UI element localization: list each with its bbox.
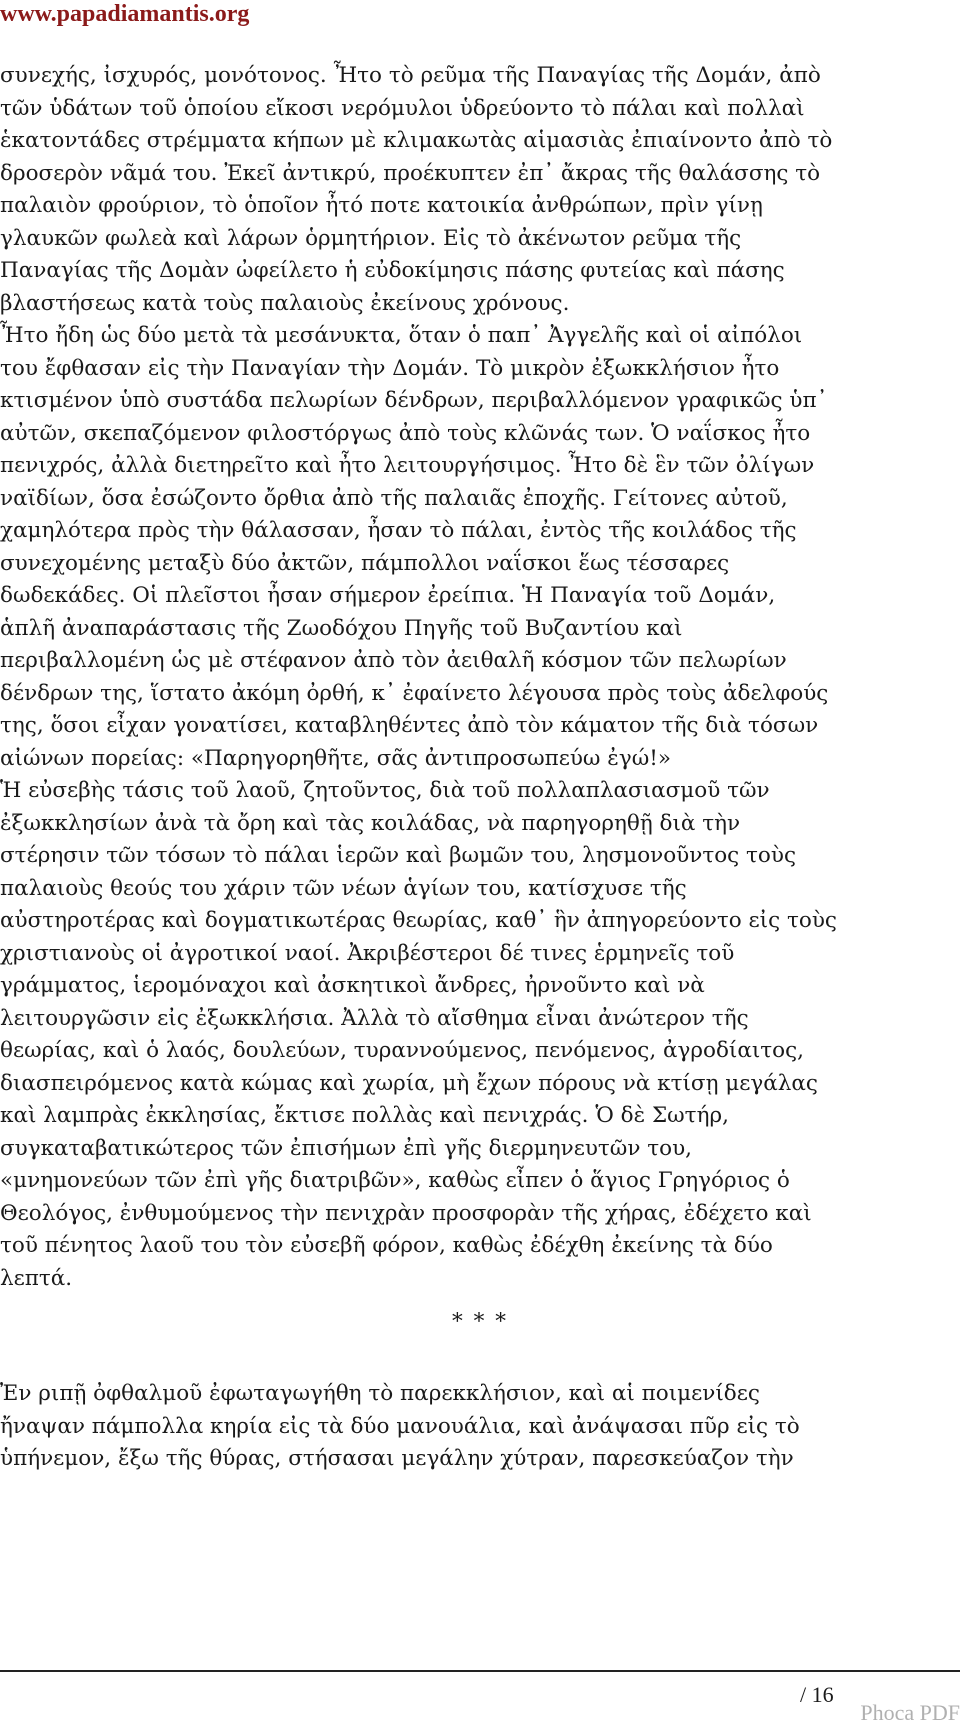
text-line: βλαστήσεως κατὰ τοὺς παλαιοὺς ἐκείνους χρόνους. (0, 290, 570, 316)
text-line: γλαυκῶν φωλεὰ καὶ λάρων ὁρμητήριον. Εἰς τὸ ἀκένωτον ρεῦμα τῆς (0, 225, 742, 251)
section-separator: * * * (452, 1309, 508, 1334)
text-line: ναϊδίων, ὅσα ἐσώζοντο ὄρθια ἀπὸ τῆς παλαιᾶς ἐποχῆς. Γείτονες αὐτοῦ, (0, 485, 788, 511)
text-line: ἑκατοντάδες στρέμματα κήπων μὲ κλιμακωτὰς αἱμασιὰς ἐπιαίνοντο ἀπὸ τὸ (0, 128, 833, 153)
text-line: λειτουργῶσιν εἰς ἐξωκκλήσια. Ἀλλὰ τὸ αἴσθημα εἶναι ἀνώτερον τῆς (0, 1005, 749, 1031)
text-line: τῶν ὑδάτων τοῦ ὁποίου εἴκοσι νερόμυλοι ὑδρεύοντο τὸ πάλαι καὶ πολλαὶ (0, 95, 805, 121)
text-line: κτισμένον ὑπὸ συστάδα πελωρίων δένδρων, περιβαλλόμενον γραφικῶς ὑπ᾽ (0, 388, 828, 413)
site-header-link[interactable]: www.papadiamantis.org (0, 1, 250, 27)
text-line: πενιχρός, ἀλλὰ διετηρεῖτο καὶ ἦτο λειτουργήσιμος. Ἦτο δὲ ἓν τῶν ὀλίγων (0, 453, 815, 478)
text-line: γράμματος, ἱερομόναχοι καὶ ἀσκητικοὶ ἄνδρες, ἠρνοῦντο καὶ νὰ (0, 973, 705, 998)
text-line: της, ὅσοι εἶχαν γονατίσει, καταβληθέντες ἀπὸ τὸν κάματον τῆς διὰ τόσων (0, 713, 819, 738)
text-line: παλαιὸν φρούριον, τὸ ὁποῖον ἦτό ποτε κατοικία ἀνθρώπων, πρὶν γίνῃ (0, 193, 763, 218)
text-line: συνεχής, ἰσχυρός, μονότονος. Ἦτο τὸ ρεῦμα τῆς Παναγίας τῆς Δομάν, ἀπὸ (0, 63, 821, 88)
text-line: Ἡ εὐσεβὴς τάσις τοῦ λαοῦ, ζητοῦντος, διὰ τοῦ πολλαπλασιασμοῦ τῶν (0, 778, 770, 803)
paragraph-4 (0, 1378, 960, 1476)
text-line: τοῦ πένητος λαοῦ του τὸν εὐσεβῆ φόρον, καθὼς ἐδέχθη ἐκείνης τὰ δύο (0, 1233, 773, 1258)
text-line: «μνημονεύων τῶν ἐπὶ γῆς διατριβῶν», καθὼς εἶπεν ὁ ἅγιος Γρηγόριος ὁ (0, 1168, 790, 1193)
text-line: δένδρων της, ἵστατο ἀκόμη ὀρθή, κ᾽ ἐφαίνετο λέγουσα πρὸς τοὺς ἀδελφούς (0, 680, 829, 706)
text-line: καὶ λαμπρὰς ἐκκλησίας, ἔκτισε πολλὰς καὶ πενιχράς. Ὁ δὲ Σωτήρ, (0, 1103, 729, 1128)
text-line: δωδεκάδες. Οἱ πλεῖστοι ἦσαν σήμερον ἐρείπια. Ἡ Παναγία τοῦ Δομάν, (0, 583, 776, 608)
text-line: Ἦτο ἤδη ὡς δύο μετὰ τὰ μεσάνυκτα, ὅταν ὁ παπ᾽ Ἀγγελῆς καὶ οἱ αἰπόλοι (0, 323, 803, 348)
text-line: ἁπλῆ ἀναπαράστασις τῆς Ζωοδόχου Πηγῆς τοῦ Βυζαντίου καὶ (0, 615, 683, 641)
phoca-pdf-watermark: Phoca PDF (860, 1700, 960, 1725)
text-line: δροσερὸν νᾶμά του. Ἐκεῖ ἀντικρύ, προέκυπτεν ἐπ᾽ ἄκρας τῆς θαλάσσης τὸ (0, 160, 821, 186)
text-line: περιβαλλομένη ὡς μὲ στέφανον ἀπὸ τὸν ἀειθαλῆ κόσμον τῶν πελωρίων (0, 648, 787, 673)
text-line: Παναγίας τῆς Δομὰν ὠφείλετο ἡ εὐδοκίμησις πάσης φυτείας καὶ πάσης (0, 258, 785, 283)
paragraph-3 (0, 775, 960, 1295)
text-line: του ἔφθασαν εἰς τὴν Παναγίαν τὴν Δομάν. Τὸ μικρὸν ἐξωκκλήσιον ἦτο (0, 355, 780, 381)
text-line: παλαιοὺς θεούς του χάριν τῶν νέων ἁγίων του, κατίσχυσε τῆς (0, 875, 687, 901)
text-line: Θεολόγος, ἐνθυμούμενος τὴν πενιχρὰν προσφορὰν τῆς χήρας, ἐδέχετο καὶ (0, 1200, 812, 1226)
document-body (0, 60, 960, 1476)
text-line: χριστιανοὺς οἱ ἀγροτικοί ναοί. Ἀκριβέστεροι δέ τινες ἑρμηνεῖς τοῦ (0, 940, 735, 966)
page-number: / 16 (800, 1682, 834, 1707)
text-line: ἐξωκκλησίων ἀνὰ τὰ ὄρη καὶ τὰς κοιλάδας, νὰ παρηγορηθῇ διὰ τὴν (0, 810, 741, 836)
paragraph-1 (0, 60, 960, 320)
text-line: χαμηλότερα πρὸς τὴν θάλασσαν, ἦσαν τὸ πάλαι, ἐντὸς τῆς κοιλάδος τῆς (0, 518, 797, 543)
text-line: συγκαταβατικώτερος τῶν ἐπισήμων ἐπὶ γῆς διερμηνευτῶν του, (0, 1135, 692, 1161)
footer-divider (0, 1670, 960, 1672)
paragraph-2 (0, 320, 960, 775)
text-line: διασπειρόμενος κατὰ κώμας καὶ χωρία, μὴ ἔχων πόρους νὰ κτίσῃ μεγάλας (0, 1070, 818, 1096)
text-line: αὐστηροτέρας καὶ δογματικωτέρας θεωρίας, καθ᾽ ἣν ἀπηγορεύοντο εἰς τοὺς (0, 908, 837, 933)
text-line: λεπτά. (0, 1265, 73, 1291)
text-line: θεωρίας, καὶ ὁ λαός, δουλεύων, τυραννούμενος, πενόμενος, ἀγροδίαιτος, (0, 1038, 804, 1063)
text-line: ὑπήνεμον, ἔξω τῆς θύρας, στήσασαι μεγάλην χύτραν, παρεσκεύαζον τὴν (0, 1446, 794, 1471)
text-line: Ἐν ριπῇ ὀφθαλμοῦ ἐφωταγωγήθη τὸ παρεκκλήσιον, καὶ αἱ ποιμενίδες (0, 1381, 760, 1406)
text-line: αἰώνων πορείας: «Παρηγορηθῆτε, σᾶς ἀντιπροσωπεύω ἐγώ!» (0, 745, 672, 771)
text-line: αὐτῶν, σκεπαζόμενον φιλοστόργως ἀπὸ τοὺς κλῶνάς των. Ὁ ναΐσκος ἦτο (0, 420, 811, 446)
text-line: ἤναψαν πάμπολλα κηρία εἰς τὰ δύο μανουάλια, καὶ ἀνάψασαι πῦρ εἰς τὸ (0, 1413, 800, 1439)
text-line: συνεχομένης μεταξὺ δύο ἀκτῶν, πάμπολλοι ναΐσκοι ἕως τέσσαρες (0, 550, 730, 576)
text-line: στέρησιν τῶν τόσων τὸ πάλαι ἱερῶν καὶ βωμῶν του, λησμονοῦντος τοὺς (0, 843, 796, 868)
